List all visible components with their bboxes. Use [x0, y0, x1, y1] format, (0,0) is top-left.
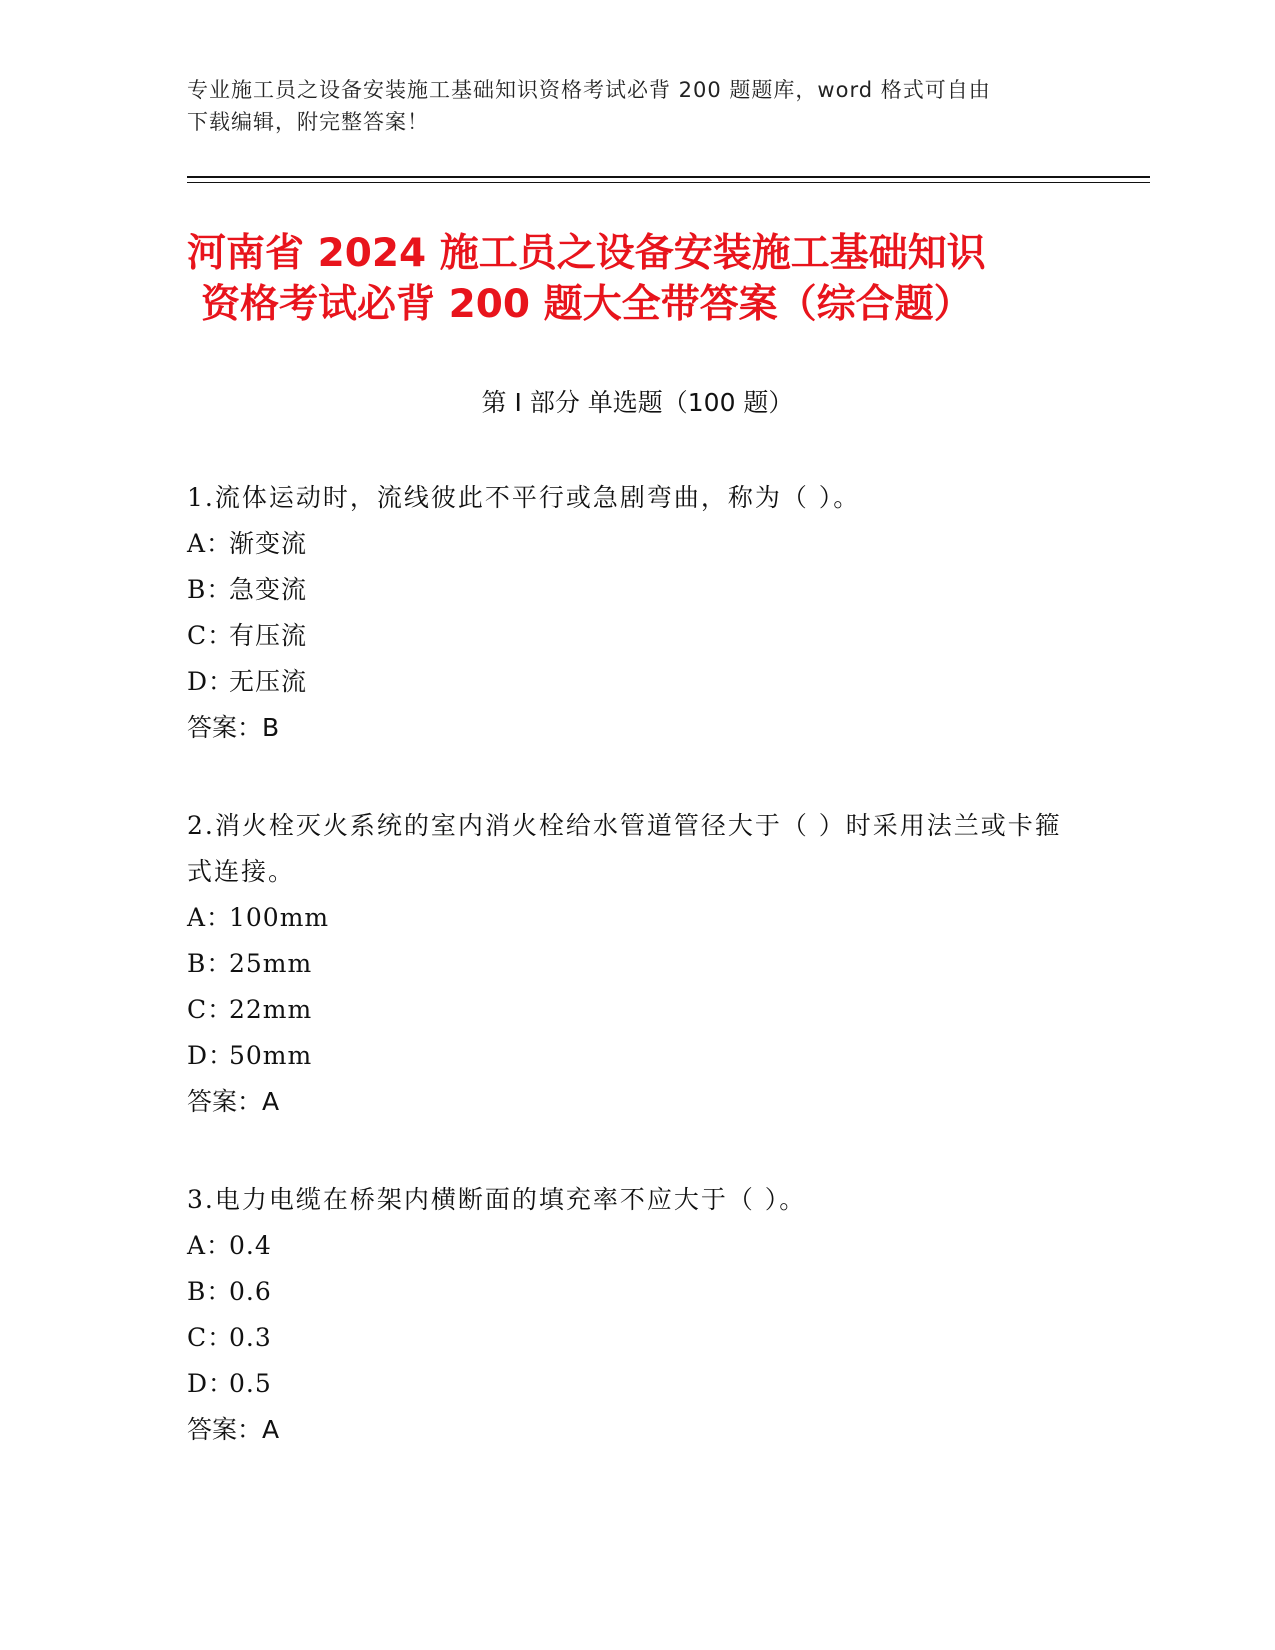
option-b: [187, 941, 1087, 987]
option-b: [187, 1269, 1087, 1315]
document-title: [187, 228, 1087, 330]
option-c: [187, 987, 1087, 1033]
header-note: [187, 74, 1087, 138]
option-key: A：: [187, 903, 233, 932]
option-text: 0.5: [229, 1369, 272, 1398]
option-text: 渐变流: [229, 529, 308, 558]
answer-line: 答案：B: [187, 713, 280, 742]
header-rule-thick: [187, 176, 1150, 178]
option-c: [187, 613, 1087, 659]
option-key: B：: [187, 949, 233, 978]
option-text: 0.6: [229, 1277, 272, 1306]
option-a: [187, 1223, 1087, 1269]
option-key: C：: [187, 995, 234, 1024]
option-a: [187, 521, 1087, 567]
option-key: A：: [187, 1231, 233, 1260]
option-text: 100mm: [229, 903, 330, 932]
question-1: [187, 475, 1087, 751]
question-2: [187, 803, 1087, 1125]
document-title-line1: 河南省 2024 施工员之设备安装施工基础知识: [187, 231, 986, 276]
option-text: 无压流: [229, 667, 308, 696]
option-key: C：: [187, 1323, 234, 1352]
answer-line: 答案：A: [187, 1415, 280, 1444]
option-b: [187, 567, 1087, 613]
option-text: 0.3: [229, 1323, 272, 1352]
option-text: 50mm: [229, 1041, 313, 1070]
option-text: 22mm: [229, 995, 313, 1024]
question-stem: 3.电力电缆在桥架内横断面的填充率不应大于（ ）。: [187, 1185, 807, 1214]
question-stem: 1.流体运动时，流线彼此不平行或急剧弯曲，称为（ ）。: [187, 483, 861, 512]
header-note-line1: 专业施工员之设备安装施工基础知识资格考试必背 200 题题库，word 格式可自由: [187, 78, 991, 102]
option-d: [187, 1033, 1087, 1079]
option-key: D：: [187, 667, 235, 696]
header-note-line2: 下载编辑，附完整答案！: [187, 110, 429, 134]
option-key: C：: [187, 621, 234, 650]
option-key: D：: [187, 1369, 235, 1398]
question-stem: 2.消火栓灭火系统的室内消火栓给水管道管径大于（ ）时采用法兰或卡箍式连接。: [187, 811, 1062, 886]
option-key: D：: [187, 1041, 235, 1070]
question-3: [187, 1177, 1087, 1453]
option-d: [187, 659, 1087, 705]
option-text: 急变流: [229, 575, 308, 604]
option-key: B：: [187, 1277, 233, 1306]
option-c: [187, 1315, 1087, 1361]
option-text: 25mm: [229, 949, 313, 978]
option-a: [187, 895, 1087, 941]
header-rule-thin: [187, 182, 1150, 183]
document-title-line2: 资格考试必背 200 题大全带答案（综合题）: [201, 282, 973, 327]
section-heading: 第 I 部分 单选题（100 题）: [481, 388, 794, 417]
option-d: [187, 1361, 1087, 1407]
answer-line: 答案：A: [187, 1087, 280, 1116]
option-key: A：: [187, 529, 233, 558]
option-key: B：: [187, 575, 233, 604]
option-text: 0.4: [229, 1231, 272, 1260]
option-text: 有压流: [229, 621, 308, 650]
question-list: [187, 475, 1087, 1505]
